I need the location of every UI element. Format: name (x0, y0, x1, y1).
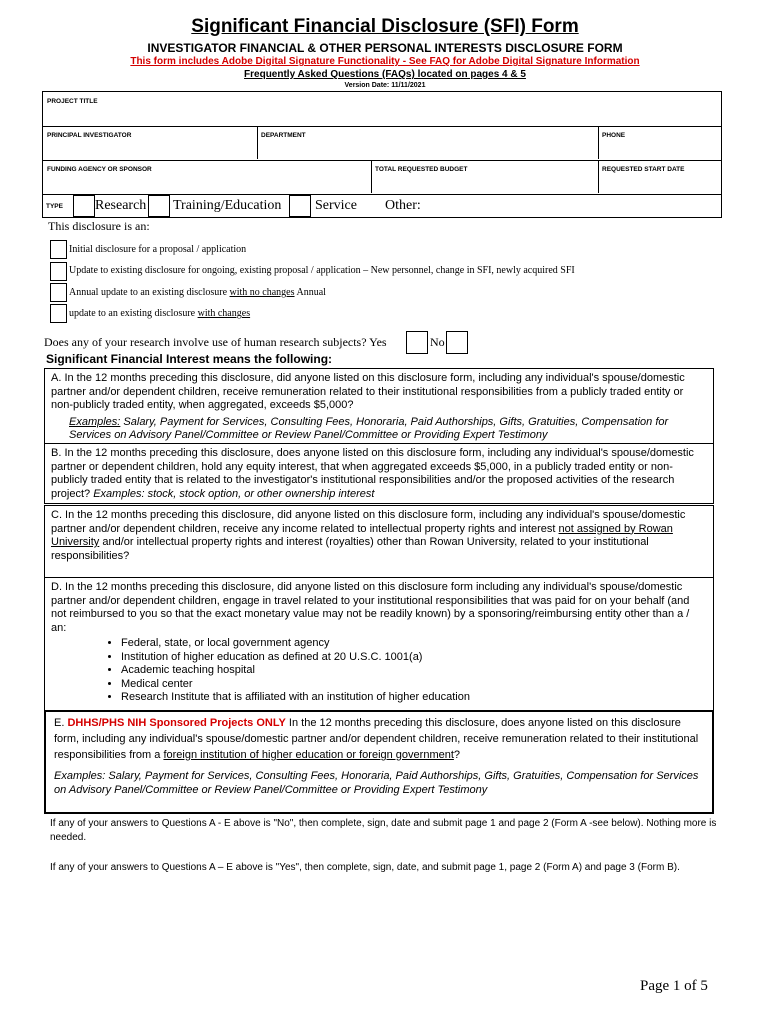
initial-disclosure-label: Initial disclosure for a proposal / application (69, 244, 247, 255)
annual-no-changes-label: Annual update to an existing disclosure with no changes Annual (69, 287, 326, 298)
version-date: Version Date: 11/11/2021 (344, 82, 426, 89)
no-answer-note: If any of your answers to Questions A - E above is "No", then complete, sign, date and submit page 1 and page 2 (Form A -see below). Nothing more is needed. (50, 818, 717, 843)
form-subtitle: INVESTIGATOR FINANCIAL & OTHER PERSONAL INTERESTS DISCLOSURE FORM (147, 41, 623, 55)
service-checkbox[interactable] (289, 195, 311, 217)
funding-agency-field[interactable]: FUNDING AGENCY OR SPONSOR (47, 166, 152, 173)
research-checkbox[interactable] (73, 195, 95, 217)
page-number: Page 1 of 5 (640, 978, 708, 994)
department-field[interactable]: DEPARTMENT (261, 132, 306, 139)
sfi-heading: Significant Financial Interest means the following: (46, 352, 333, 366)
signature-note: This form includes Adobe Digital Signature Functionality - See FAQ for Adobe Digital Signature Information (130, 56, 640, 67)
list-item: • Academic teaching hospital (121, 664, 707, 678)
question-a-examples-label: Examples: (69, 415, 121, 428)
question-b-examples: Examples: stock, stock option, or other ownership interest (90, 487, 375, 500)
research-label: Research (95, 198, 147, 213)
question-a-examples: Salary, Payment for Services, Consulting Fees, Honoraria, Paid Authorships, Gifts, Gratuities, Compensation for Services on Advisory Panel/Committee or Review Panel/Committee or Providing Expert Testimony (69, 415, 669, 441)
question-d-text: D. In the 12 months preceding this disclosure, did anyone listed on this disclosure form including any individual's spouse/domestic partner and/or dependent children, engage in travel related to your institutional responsibilities that was paid for on your behalf (and not reimbursed to you so that the exact monetary value may not be readily known) by a sponsoring/reimbursing entity other than a / an: (51, 581, 690, 634)
service-label: Service (315, 198, 357, 213)
list-item: • Federal, state, or local government agency (121, 637, 707, 651)
human-subjects-no-label: No (430, 335, 445, 349)
question-c-text: C. In the 12 months preceding this disclosure, did anyone listed on this disclosure form, including any individual's spouse/domestic partner and/or dependent children, receive any income related to intellectual property rights and interest (51, 509, 686, 535)
question-c-text-end: and/or intellectual property rights and interest (royalties) other than Rowan University, related to your institutional responsibilities? (51, 536, 649, 562)
question-e (44, 710, 714, 814)
question-b-text: B. In the 12 months preceding this disclosure, does anyone listed on this disclosure form, including any individual's spouse/domestic partner or dependent children, hold any equity interest, that when aggregated exceeds $5,000, in a publicly traded entity or non-publicly traded entity that is related to the investigator's institutional responsibilities and/or the proposed activities of the research project? (51, 447, 694, 500)
update-disclosure-label: Update to existing disclosure for ongoing, existing proposal / application – New personnel, change in SFI, newly acquired SFI (69, 265, 575, 276)
human-subjects-question: Does any of your research involve use of human research subjects? Yes (44, 335, 387, 349)
training-label: Training/Education (173, 198, 282, 213)
initial-disclosure-checkbox[interactable] (50, 240, 67, 259)
type-label: TYPE (46, 203, 63, 210)
disclosure-label: This disclosure is an: (48, 219, 150, 233)
total-budget-field[interactable]: TOTAL REQUESTED BUDGET (375, 166, 468, 173)
question-e-nih-label: DHHS/PHS NIH Sponsored Projects ONLY (67, 717, 286, 729)
list-item: • Institution of higher education as defined at 20 U.S.C. 1001(a) (121, 651, 707, 665)
update-disclosure-checkbox[interactable] (50, 262, 67, 281)
start-date-field[interactable]: REQUESTED START DATE (602, 166, 685, 173)
question-e-underlined: foreign institution of higher education or foreign government (163, 749, 454, 761)
project-title-field[interactable]: PROJECT TITLE (47, 98, 98, 105)
question-a-text: A. In the 12 months preceding this disclosure, did anyone listed on this disclosure form, including any individual's spouse/domestic partner and/or dependent children, receive remuneration related to their institutional responsibilities from a publicly traded entity or non-publicly traded entity, when aggregated, exceeds $5,000? (51, 372, 685, 411)
question-d (44, 577, 714, 711)
question-d-list (51, 637, 707, 705)
question-c-underlined: not assigned by Rowan University (51, 522, 673, 548)
question-a (44, 368, 714, 444)
annual-with-changes-label: update to an existing disclosure with changes (69, 308, 251, 319)
phone-field[interactable]: PHONE (602, 132, 626, 139)
question-e-prefix: E. (54, 717, 68, 729)
form-title: Significant Financial Disclosure (SFI) Form (191, 16, 579, 37)
annual-with-changes-checkbox[interactable] (50, 304, 67, 323)
list-item: • Research Institute that is affiliated with an institution of higher education (121, 691, 707, 705)
question-b (44, 443, 714, 504)
training-checkbox[interactable] (148, 195, 170, 217)
faq-note: Frequently Asked Questions (FAQs) located on pages 4 & 5 (244, 69, 526, 80)
question-e-text: In the 12 months preceding this disclosure, does anyone listed on this disclosure form, including any individual's spouse/domestic partner and/or dependent children, receive remuneration related to their institutional responsibilities from a (54, 717, 699, 761)
other-label[interactable]: Other: (385, 198, 421, 213)
human-subjects-no-checkbox[interactable] (446, 331, 468, 354)
question-e-text-end: ? (453, 749, 461, 761)
list-item: • Medical center (121, 678, 707, 692)
question-c (44, 505, 714, 578)
yes-answer-note: If any of your answers to Questions A – E above is "Yes", then complete, sign, date, and submit page 1, page 2 (Form A) and page 3 (Form B). (50, 862, 680, 873)
annual-no-changes-checkbox[interactable] (50, 283, 67, 302)
human-subjects-yes-checkbox[interactable] (406, 331, 428, 354)
question-e-examples: Examples: Salary, Payment for Services, Consulting Fees, Honoraria, Paid Authorships, Gifts, Gratuities, Compensation for Services on Advisory Panel/Committee or Review Panel/Committee or Providing Expert Testimony (54, 770, 699, 796)
principal-investigator-field[interactable]: PRINCIPAL INVESTIGATOR (47, 132, 132, 139)
